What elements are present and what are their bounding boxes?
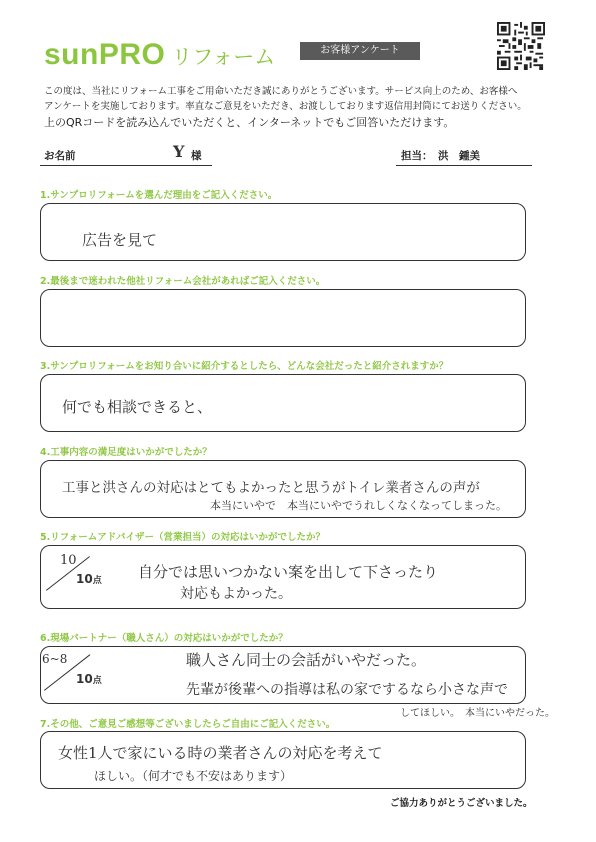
question-6-score-written: 6~8: [42, 652, 68, 666]
thanks-text: ご協力ありがとうございました。: [390, 798, 533, 809]
name-label: お名前: [44, 150, 76, 162]
name-honorific: 様: [191, 150, 202, 162]
brand-subtitle: リフォーム: [171, 46, 276, 69]
question-7-answer-line: ほしい。（何才でも不安はあります）: [94, 769, 293, 783]
intro-line: アンケートを実施しております。率直なご意見をいただき、お渡ししております返信用封筒にてお送りください。: [44, 101, 527, 112]
question-1-title: 1.サンプロリフォームを選んだ理由をご記入ください。: [40, 190, 278, 201]
question-4-answer-line: 本当にいやで 本当にいやでうれしくなくなってしまった。: [210, 499, 507, 512]
question-5-score-written: 10: [60, 553, 77, 568]
question-5-answer-line: 自分では思いつかない案を出して下さったり: [138, 563, 439, 581]
staff-value: 洪 鍾美: [438, 150, 480, 162]
brand-logo: [44, 38, 275, 72]
survey-tag: お客様アンケート: [300, 42, 420, 60]
question-3-title: 3.サンプロリフォームをお知り合いに紹介するとしたら、どんな会社だったと紹介されますか？: [40, 361, 449, 372]
intro-line: この度は、当社にリフォーム工事をご用命いただき誠にありがとうございます。サービス向上のため、お客様へ: [44, 86, 518, 97]
question-4-title: 4.工事内容の満足度はいかがでしたか？: [40, 447, 212, 458]
question-5-title: 5.リフォームアドバイザー（営業担当）の対応はいかがでしたか？: [40, 532, 326, 543]
question-5-answer-line: 対応もよかった。: [180, 586, 292, 602]
question-5-score-max: 10点: [76, 572, 102, 586]
question-4-answer-line: 工事と洪さんの対応はとてもよかったと思うがトイレ業者さんの声が: [62, 480, 480, 496]
name-value: Y: [173, 142, 185, 161]
qr-code-icon[interactable]: [497, 22, 545, 70]
brand-name: sunPRO: [44, 38, 166, 71]
intro-line: 上のQRコードを読み込んでいただくと、インターネットでもご回答いただけます。: [44, 116, 455, 129]
question-2-answer-box[interactable]: [40, 289, 526, 347]
intro-text: [44, 84, 564, 130]
question-6-answer-line: してほしい。 本当にいやだった。: [400, 708, 555, 719]
name-underline: [40, 165, 212, 166]
staff-label: 担当：: [401, 150, 433, 162]
question-6-answer-line: 職人さん同士の会話がいやだった。: [186, 651, 427, 669]
question-2-title: 2.最後まで迷われた他社リフォーム会社があればご記入ください。: [40, 276, 326, 287]
question-7-answer-line: 女性1人で家にいる時の業者さんの対応を考えて: [58, 744, 383, 762]
question-1-answer-line: 広告を見て: [82, 231, 158, 249]
staff-underline: [396, 165, 532, 166]
question-7-title: 7.その他、ご意見ご感想等ございましたらご自由にご記入ください。: [40, 719, 336, 730]
question-3-answer-line: 何でも相談できると、: [62, 398, 213, 416]
question-6-answer-line: 先輩が後輩への指導は私の家でするなら小さな声で: [186, 682, 508, 698]
question-6-title: 6.現場パートナー（職人さん）の対応はいかがでしたか？: [40, 633, 288, 644]
question-6-score-max: 10点: [76, 672, 102, 686]
